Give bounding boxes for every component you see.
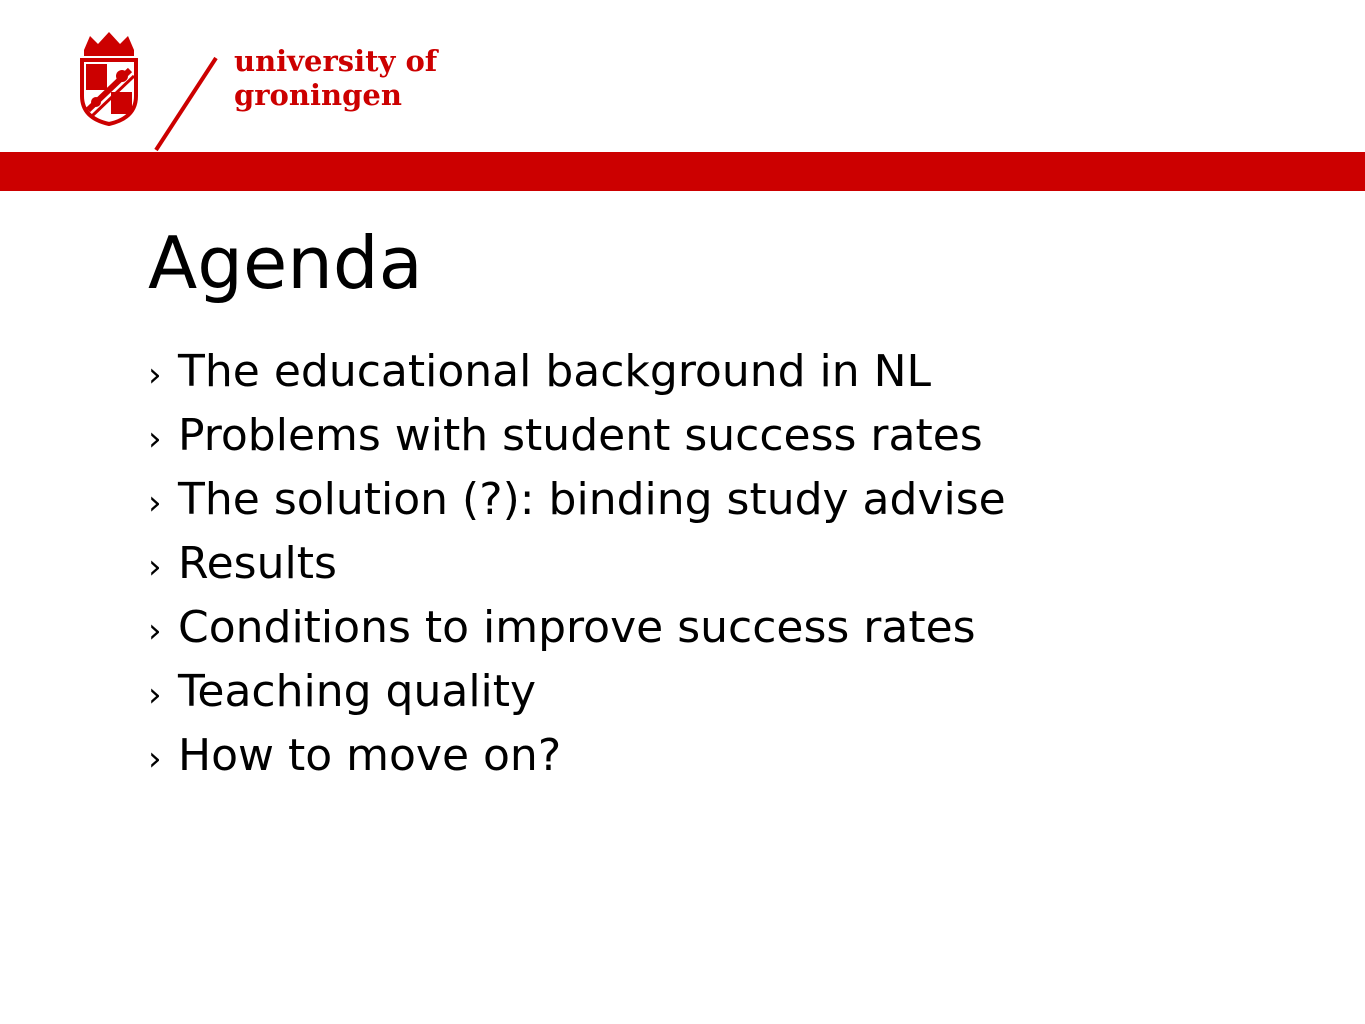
divider-slash-icon <box>150 54 220 154</box>
bullet-icon: › <box>148 675 162 715</box>
wordmark-line-1: university of <box>234 44 438 78</box>
list-item <box>148 468 1006 532</box>
list-item <box>148 532 1006 596</box>
crest-icon <box>76 30 142 126</box>
list-item <box>148 404 1006 468</box>
agenda-list <box>148 340 1006 788</box>
university-logo <box>70 24 490 134</box>
bullet-icon: › <box>148 739 162 779</box>
list-item-text: The educational background in NL <box>178 346 932 397</box>
list-item-text: How to move on? <box>178 730 562 781</box>
header-band <box>0 152 1365 191</box>
bullet-icon: › <box>148 611 162 651</box>
list-item <box>148 596 1006 660</box>
list-item-text: Conditions to improve success rates <box>178 602 976 653</box>
bullet-icon: › <box>148 419 162 459</box>
list-item-text: The solution (?): binding study advise <box>178 474 1006 525</box>
bullet-icon: › <box>148 355 162 395</box>
bullet-icon: › <box>148 483 162 523</box>
wordmark-line-2: groningen <box>234 78 402 112</box>
list-item <box>148 660 1006 724</box>
list-item-text: Results <box>178 538 337 589</box>
list-item <box>148 724 1006 788</box>
university-wordmark <box>234 44 437 112</box>
bullet-icon: › <box>148 547 162 587</box>
slide-title: Agenda <box>148 221 423 305</box>
list-item-text: Teaching quality <box>178 666 537 717</box>
list-item <box>148 340 1006 404</box>
list-item-text: Problems with student success rates <box>178 410 983 461</box>
